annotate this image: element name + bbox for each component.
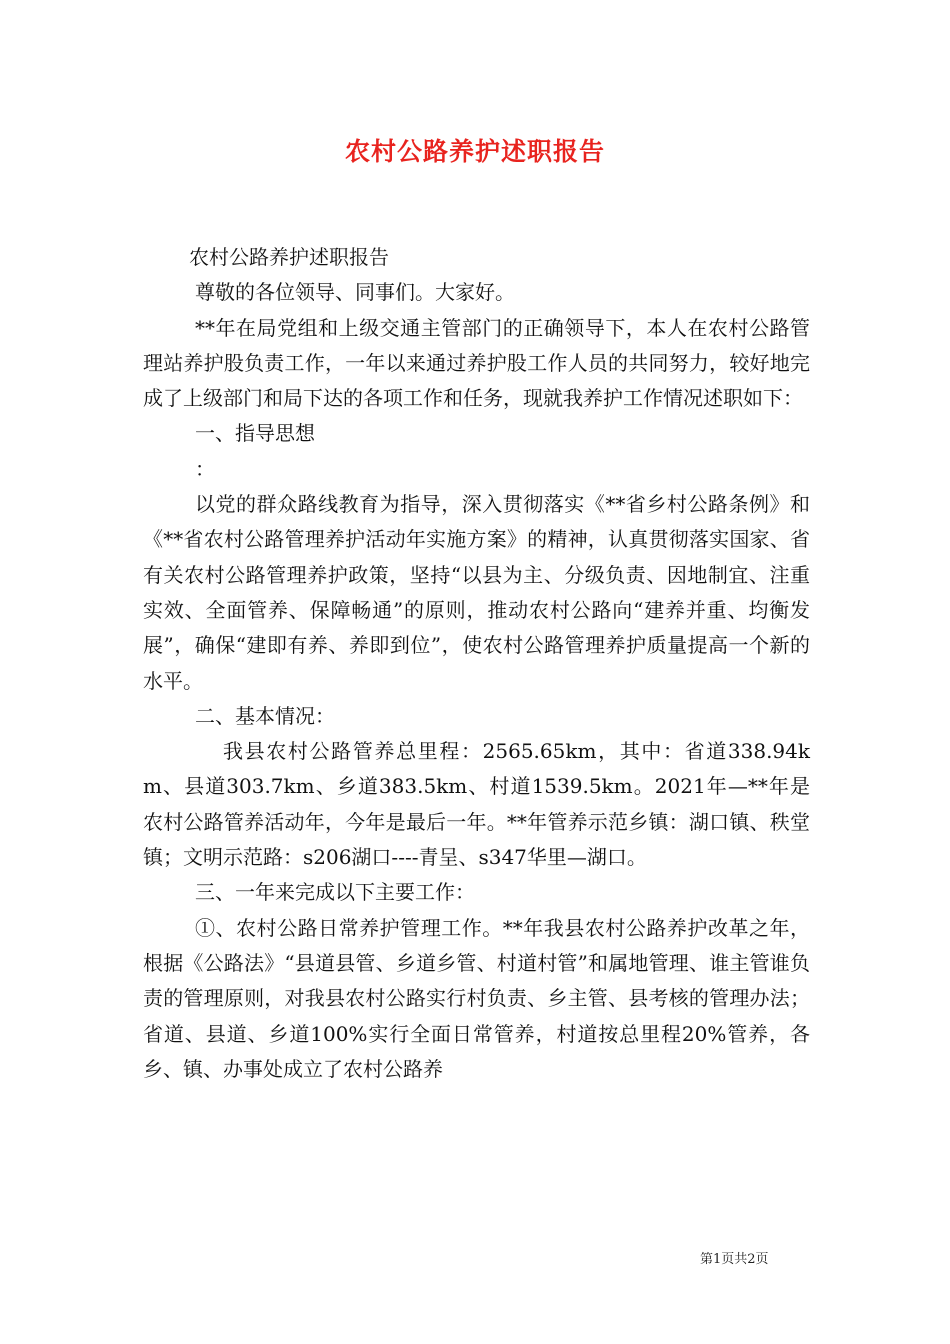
paragraph-colon: ： (195, 456, 215, 481)
paragraph-intro: **年在局党组和上级交通主管部门的正确领导下，本人在农村公路管理站养护股负责工作，一年以来通过养护股工作人员的共同努力，较好地完成了上级部门和局下达的各项工作和任务，现就我养护工作情况述职如下： (143, 315, 810, 411)
section-heading-basic-situation: 二、基本情况： (195, 703, 335, 728)
page-number: 第1页共2页 (700, 1252, 769, 1267)
paragraph-basic-situation: 我县农村公路管养总里程：2565.65km，其中：省道338.94km、县道303.7km、乡道383.5km、村道1539.5km。2021年—**年是农村公路管养活动年，今年是最后一年。**年管养示范乡镇：湖口镇、秩堂镇；文明示范路：s206湖口----青呈、s347华里—湖口。 (143, 739, 810, 870)
page-title: 农村公路养护述职报告 (344, 137, 605, 166)
section-heading-main-work: 三、一年来完成以下主要工作： (195, 880, 475, 905)
document-body (143, 240, 810, 1087)
paragraph-guiding-thought: 以党的群众路线教育为指导，深入贯彻落实《**省乡村公路条例》和《**省农村公路管理养护活动年实施方案》的精神，认真贯彻落实国家、省有关农村公路管理养护政策，坚持“以县为主、分级负责、因地制宜、注重实效、全面管养、保障畅通”的原则，推动农村公路向“建养并重、均衡发展”，确保“建即有养、养即到位”，使农村公路管理养护质量提高一个新的水平。 (143, 492, 810, 693)
paragraph-greeting: 尊敬的各位领导、同事们。大家好。 (195, 280, 515, 305)
paragraph-daily-maintenance: ①、农村公路日常养护管理工作。**年我县农村公路养护改革之年，根据《公路法》“县道县管、乡道乡管、村道村管”和属地管理、谁主管谁负责的管理原则，对我县农村公路实行村负责、乡主管、县考核的管理办法；省道、县道、乡道100%实行全面日常管养，村道按总里程20%管养，各乡、镇、办事处成立了农村公路养 (143, 915, 810, 1081)
section-heading-guiding-thought: 一、指导思想 (195, 421, 315, 446)
paragraph-heading: 农村公路养护述职报告 (189, 245, 389, 269)
